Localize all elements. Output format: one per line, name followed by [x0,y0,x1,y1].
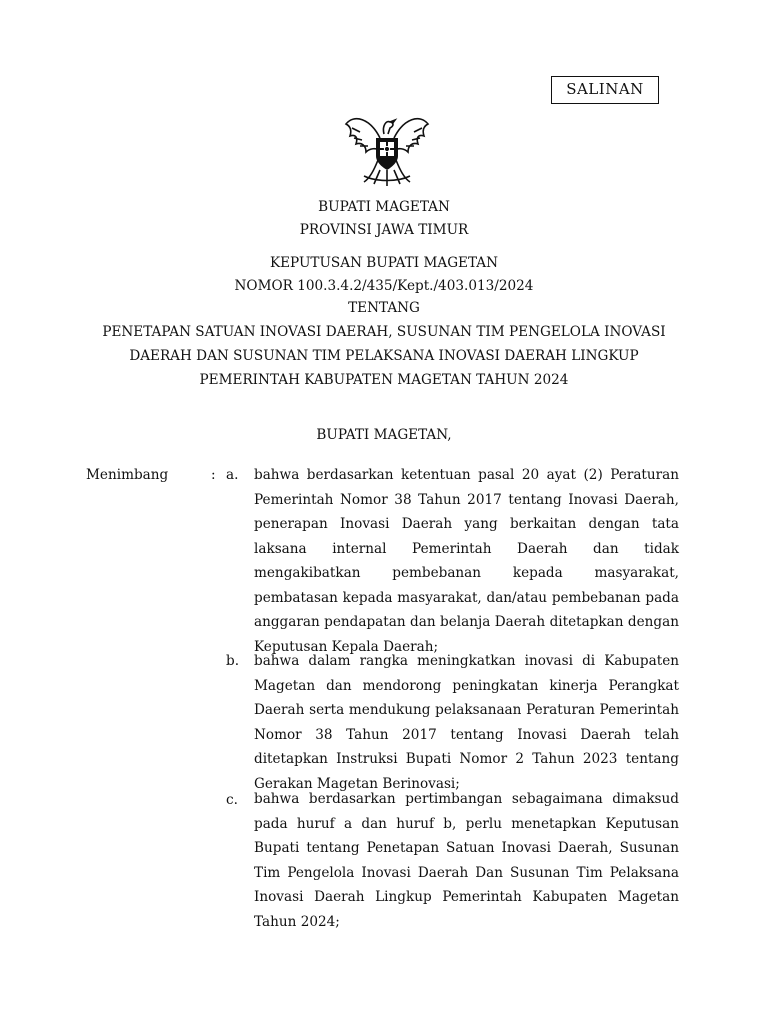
official-title: BUPATI MAGETAN [318,199,450,215]
subject-line: DAERAH DAN SUSUNAN TIM PELAKSANA INOVASI DAERAH LINGKUP [129,348,639,364]
considering-colon: : [211,467,216,483]
subject-line: PENETAPAN SATUAN INOVASI DAERAH, SUSUNAN TIM PENGELOLA INOVASI [102,324,666,340]
item-letter: c. [226,792,238,808]
subject-line: PEMERINTAH KABUPATEN MAGETAN TAHUN 2024 [199,372,569,388]
about-heading: TENTANG [348,300,420,316]
salinan-stamp: SALINAN [551,76,659,104]
considering-item-a: bahwa berdasarkan ketentuan pasal 20 ayat (2) Peraturan Pemerintah Nomor 38 Tahun 2017 tentang Inovasi Daerah, penerapan Inovasi Daerah yang berkaitan dengan tata laksana internal Pemerintah Daerah dan tidak mengakibatkan pembebanan kepada masyarakat, pembatasan kepada masyarakat, dan/atau pembebanan pada anggaran pendapatan dan belanja Daerah ditetapkan dengan Keputusan Kepala Daerah; [254,467,679,655]
decree-number: NOMOR 100.3.4.2/435/Kept./403.013/2024 [234,278,534,294]
garuda-emblem-icon [340,108,434,188]
considering-item-b: bahwa dalam rangka meningkatkan inovasi di Kabupaten Magetan dan mendorong peningkatan kinerja Perangkat Daerah serta mendukung pelaksanaan Peraturan Pemerintah Nomor 38 Tahun 2017 tentang Inovasi Daerah telah ditetapkan Instruksi Bupati Nomor 2 Tahun 2023 tentang Gerakan Magetan Berinovasi; [254,653,679,792]
issuer-heading: BUPATI MAGETAN, [316,427,452,443]
decree-title: KEPUTUSAN BUPATI MAGETAN [269,255,499,271]
item-letter: a. [226,467,239,483]
considering-label: Menimbang [86,467,169,483]
item-letter: b. [226,653,240,669]
province-title: PROVINSI JAWA TIMUR [299,222,469,238]
considering-item-c: bahwa berdasarkan pertimbangan sebagaimana dimaksud pada huruf a dan huruf b, perlu menetapkan Keputusan Bupati tentang Penetapan Satuan Inovasi Daerah, Susunan Tim Pengelola Inovasi Daerah Dan Susunan Tim Pelaksana Inovasi Daerah Lingkup Pemerintah Kabupaten Magetan Tahun 2024; [254,791,679,930]
